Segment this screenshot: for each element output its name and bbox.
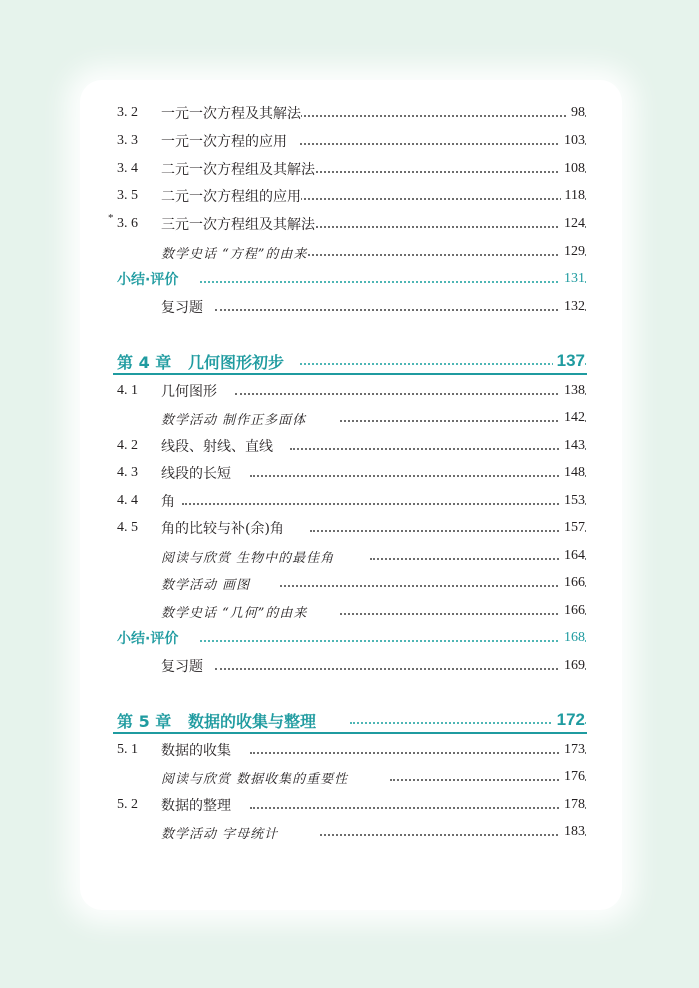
- section-title: 一元一次方程及其解法: [161, 103, 301, 123]
- page-number: 169: [560, 658, 585, 674]
- leader-dots: [390, 778, 586, 781]
- page-number: 143: [560, 438, 585, 454]
- page-number: 168: [560, 630, 585, 646]
- section-title: 角的比较与补(余)角: [161, 518, 284, 538]
- section-title: 数据的整理: [161, 795, 231, 815]
- leader-dots: [200, 639, 586, 642]
- section-number: 4. 5: [117, 520, 138, 535]
- toc-row-history-geometry[interactable]: [0, 600, 699, 622]
- leader-dots: [300, 362, 586, 365]
- page-number: 157: [560, 520, 585, 536]
- leader-dots: [300, 142, 586, 145]
- toc-row-activity[interactable]: [0, 407, 699, 429]
- page-number: 131: [560, 271, 585, 287]
- toc-row-reading[interactable]: [0, 545, 699, 567]
- leader-dots: [310, 529, 586, 532]
- section-number: 4. 3: [117, 465, 138, 480]
- toc-row-3-3[interactable]: [0, 130, 699, 152]
- section-number: 4. 4: [117, 493, 138, 508]
- section-number: 3. 5: [117, 188, 138, 203]
- leader-dots: [300, 197, 586, 200]
- chapter-rule: [113, 732, 587, 734]
- chapter-page-number: 137: [553, 351, 585, 371]
- leader-dots: [300, 114, 586, 117]
- leader-dots: [340, 612, 586, 615]
- leader-dots: [215, 308, 586, 311]
- toc-row-5-2[interactable]: [0, 794, 699, 816]
- toc-row-reading-data[interactable]: [0, 766, 699, 788]
- leader-dots: [215, 667, 586, 670]
- section-title: 几何图形: [161, 381, 217, 401]
- toc-row-summary[interactable]: [0, 268, 699, 290]
- toc-row-summary[interactable]: [0, 627, 699, 649]
- section-title: 线段的长短: [161, 463, 231, 483]
- section-number: 3. 3: [117, 133, 138, 148]
- chapter-title: 第 4 章 几何图形初步: [117, 350, 284, 373]
- toc-row-activity-letters[interactable]: [0, 821, 699, 843]
- toc-row-review[interactable]: [0, 655, 699, 677]
- leader-dots: [290, 447, 586, 450]
- toc-row-activity-draw[interactable]: [0, 572, 699, 594]
- section-number-text: 3. 6: [117, 216, 138, 231]
- leader-dots: [250, 806, 586, 809]
- leader-dots: [350, 721, 586, 724]
- feature-title: 数学史话 “方程”的由来: [161, 243, 307, 262]
- leader-dots: [182, 502, 586, 505]
- toc-row-4-1[interactable]: [0, 380, 699, 402]
- toc-row-3-6[interactable]: [0, 213, 699, 235]
- page-number: 153: [560, 493, 585, 509]
- section-title: 线段、射线、直线: [161, 436, 273, 456]
- leader-dots: [340, 419, 586, 422]
- chapter-5-heading[interactable]: [0, 709, 699, 731]
- page-number: 138: [560, 383, 585, 399]
- page-number: 129: [560, 244, 585, 260]
- section-number: 3. 4: [117, 161, 138, 176]
- section-number: 5. 1: [117, 742, 138, 757]
- page-number: 164: [560, 548, 585, 564]
- section-number: 5. 2: [117, 797, 138, 812]
- toc-row-3-2[interactable]: [0, 102, 699, 124]
- section-title: 数据的收集: [161, 740, 231, 760]
- review-title: 复习题: [161, 656, 203, 676]
- page-number: 173: [560, 742, 585, 758]
- page-number: 103: [560, 133, 585, 149]
- summary-title: 小结·评价: [117, 628, 178, 648]
- chapter-page-number: 172: [553, 710, 585, 730]
- section-number: 3. 2: [117, 105, 138, 120]
- section-title: 二元一次方程组及其解法: [161, 159, 315, 179]
- page-number: 124: [560, 216, 585, 232]
- section-number: 4. 1: [117, 383, 138, 398]
- leader-dots: [235, 392, 586, 395]
- section-title: 三元一次方程组及其解法: [161, 214, 315, 234]
- chapter-4-heading[interactable]: [0, 350, 699, 372]
- optional-star: *: [108, 212, 114, 224]
- toc-row-4-3[interactable]: [0, 462, 699, 484]
- leader-dots: [200, 280, 586, 283]
- page-number: 142: [560, 410, 585, 426]
- leader-dots: [370, 557, 586, 560]
- leader-dots: [300, 170, 586, 173]
- page-number: 176: [560, 769, 585, 785]
- summary-title: 小结·评价: [117, 269, 178, 289]
- feature-title: 数学活动 画图: [161, 574, 250, 593]
- page-number: 166: [560, 603, 585, 619]
- page-number: 132: [560, 299, 585, 315]
- leader-dots: [300, 253, 586, 256]
- leader-dots: [320, 833, 586, 836]
- section-title: 二元一次方程组的应用: [161, 186, 301, 206]
- feature-title: 数学活动 制作正多面体: [161, 409, 306, 428]
- page-number: 178: [560, 797, 585, 813]
- chapter-rule: [113, 373, 587, 375]
- leader-dots: [250, 474, 586, 477]
- page-number: 148: [560, 465, 585, 481]
- toc-row-review[interactable]: [0, 296, 699, 318]
- page-number: 108: [560, 161, 585, 177]
- page-number: 98: [567, 105, 585, 121]
- toc-row-4-5[interactable]: [0, 517, 699, 539]
- toc-row-4-4[interactable]: [0, 490, 699, 512]
- page-number: 183: [560, 824, 585, 840]
- leader-dots: [250, 751, 586, 754]
- leader-dots: [280, 584, 586, 587]
- toc-row-5-1[interactable]: [0, 739, 699, 761]
- review-title: 复习题: [161, 297, 203, 317]
- feature-title: 数学活动 字母统计: [161, 823, 278, 842]
- feature-title: 阅读与欣赏 生物中的最佳角: [161, 547, 334, 566]
- toc-row-3-4[interactable]: [0, 158, 699, 180]
- leader-dots: [300, 225, 586, 228]
- feature-title: 数学史话 “几何”的由来: [161, 602, 307, 621]
- page-number: 118: [561, 188, 585, 204]
- toc-row-4-2[interactable]: [0, 435, 699, 457]
- chapter-title: 第 5 章 数据的收集与整理: [117, 709, 316, 732]
- page-number: 166: [560, 575, 585, 591]
- section-title: 一元一次方程的应用: [161, 131, 287, 151]
- section-number: [108, 212, 138, 232]
- section-number: 4. 2: [117, 438, 138, 453]
- toc-row-3-5[interactable]: [0, 185, 699, 207]
- toc-row-history[interactable]: [0, 241, 699, 263]
- feature-title: 阅读与欣赏 数据收集的重要性: [161, 768, 348, 787]
- section-title: 角: [161, 491, 175, 511]
